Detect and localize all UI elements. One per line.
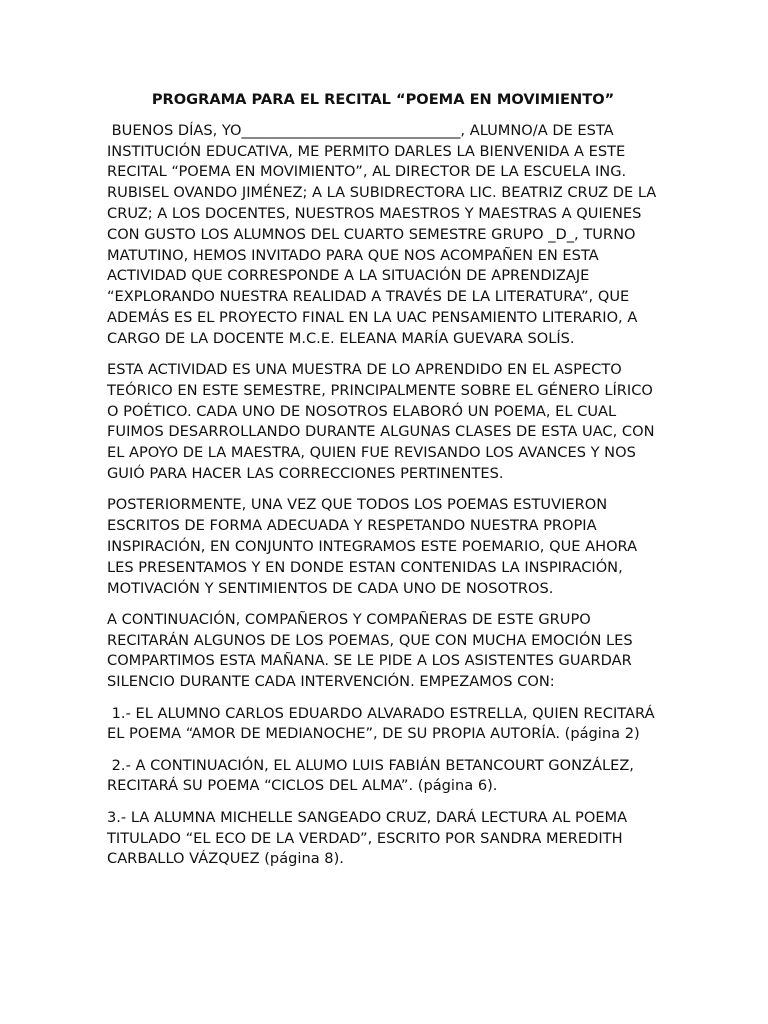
list-item-1: 1.- EL ALUMNO CARLOS EDUARDO ALVARADO ESTRELLA, QUIEN RECITARÁ EL POEMA “AMOR DE MEDIANOCHE”, DE SU PROPIA AUTORÍA. (página 2)	[107, 704, 660, 743]
list-item-3: 3.- LA ALUMNA MICHELLE SANGEADO CRUZ, DARÁ LECTURA AL POEMA TITULADO “EL ECO DE LA VERDAD”, ESCRITO POR SANDRA MEREDITH CARBALLO VÁZQUEZ (página 8).	[107, 808, 628, 868]
document-page	[107, 90, 659, 881]
paragraph-poemario: POSTERIORMENTE, UNA VEZ QUE TODOS LOS POEMAS ESTUVIERON ESCRITOS DE FORMA ADECUADA Y RESPETANDO NUESTRA PROPIA INSPIRACIÓN, EN CONJUNTO INTEGRAMOS ESTE POEMARIO, QUE AHORA LES PRESENTAMOS Y EN DONDE ESTAN CONTENIDAS LA INSPIRACIÓN, MOTIVACIÓN Y SENTIMIENTOS DE CADA UNO DE NOSOTROS.	[107, 496, 638, 597]
paragraph-welcome: BUENOS DÍAS, YO______________________________, ALUMNO/A DE ESTA INSTITUCIÓN EDUCATIVA, ME PERMITO DARLES LA BIENVENIDA A ESTE RECITAL “POEMA EN MOVIMIENTO”, AL DIRECTOR DE LA ESCUELA ING. RUBISEL OVANDO JIMÉNEZ; A LA SUBIDRECTORA LIC. BEATRIZ CRUZ DE LA CRUZ; A LOS DOCENTES, NUESTROS MAESTROS Y MAESTRAS A QUIENES CON GUSTO LOS ALUMNOS DEL CUARTO SEMESTRE GRUPO _D_, TURNO MATUTINO, HEMOS INVITADO PARA QUE NOS ACOMPAÑEN EN ESTA ACTIVIDAD QUE CORRESPONDE A LA SITUACIÓN DE APRENDIZAJE “EXPLORANDO NUESTRA REALIDAD A TRAVÉS DE LA LITERATURA”, QUE ADEMÁS ES EL PROYECTO FINAL EN LA UAC PENSAMIENTO LITERARIO, A CARGO DE LA DOCENTE M.C.E. ELEANA MARÍA GUEVARA SOLÍS.	[107, 121, 661, 347]
document-title: PROGRAMA PARA EL RECITAL “POEMA EN MOVIMIENTO”	[151, 91, 615, 108]
paragraph-continuation: A CONTINUACIÓN, COMPAÑEROS Y COMPAÑERAS DE ESTE GRUPO RECITARÁN ALGUNOS DE LOS POEMAS, QUE CON MUCHA EMOCIÓN LES COMPARTIMOS ESTA MAÑANA. SE LE PIDE A LOS ASISTENTES GUARDAR SILENCIO DURANTE CADA INTERVENCIÓN. EMPEZAMOS CON:	[107, 610, 633, 691]
paragraph-activity: ESTA ACTIVIDAD ES UNA MUESTRA DE LO APRENDIDO EN EL ASPECTO TEÓRICO EN ESTE SEMESTRE, PRINCIPALMENTE SOBRE EL GÉNERO LÍRICO O POÉTICO. CADA UNO DE NOSOTROS ELABORÓ UN POEMA, EL CUAL FUIMOS DESARROLLANDO DURANTE ALGUNAS CLASES DE ESTA UAC, CON EL APOYO DE LA MAESTRA, QUIEN FUE REVISANDO LOS AVANCES Y NOS GUIÓ PARA HACER LAS CORRECCIONES PERTINENTES.	[107, 361, 655, 483]
list-item-2: 2.- A CONTINUACIÓN, EL ALUMO LUIS FABIÁN BETANCOURT GONZÁLEZ, RECITARÁ SU POEMA “CICLOS DEL ALMA”. (página 6).	[107, 756, 639, 795]
